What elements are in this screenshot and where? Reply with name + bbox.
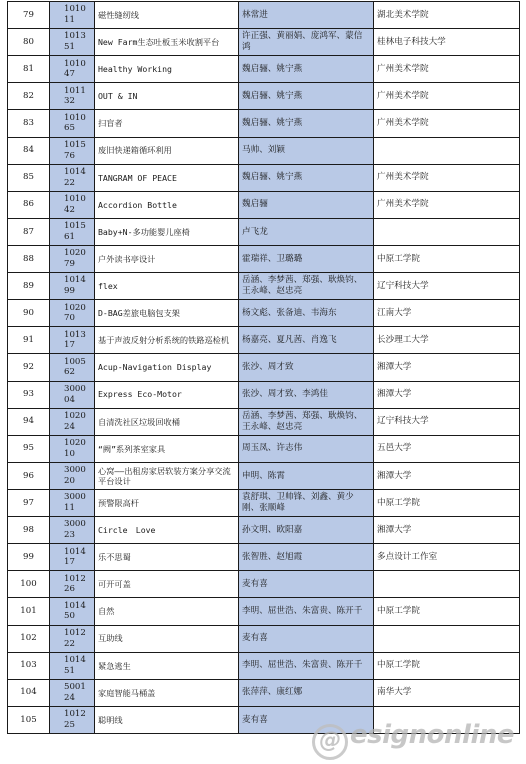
cell-entry-code: 102070 (50, 300, 95, 327)
table-row (8, 571, 520, 598)
table-row (8, 164, 520, 191)
cell-organization (374, 571, 520, 598)
cell-work-title: 废旧快递箱循环利用 (95, 137, 239, 164)
cell-organization: 辽宁科技大学 (374, 408, 520, 435)
cell-work-title: “阙”系列茶室家具 (95, 435, 239, 462)
table-row (8, 408, 520, 435)
cell-entry-code: 500124 (50, 679, 95, 706)
cell-row-number: 104 (8, 679, 50, 706)
cell-organization (374, 625, 520, 652)
cell-entry-code: 300011 (50, 489, 95, 516)
cell-designers: 卢飞龙 (239, 218, 374, 245)
cell-work-title: 紧急逃生 (95, 652, 239, 679)
cell-entry-code: 101422 (50, 164, 95, 191)
cell-organization: 多点设计工作室 (374, 544, 520, 571)
cell-row-number: 88 (8, 245, 50, 272)
cell-entry-code: 101225 (50, 706, 95, 733)
table-row (8, 706, 520, 733)
cell-organization: 江南大学 (374, 300, 520, 327)
cell-designers: 袁舒琪、卫帅锋、刘鑫、黄少刚、张顺峰 (239, 489, 374, 516)
table-row (8, 435, 520, 462)
cell-entry-code: 300004 (50, 381, 95, 408)
cell-organization (374, 218, 520, 245)
cell-organization: 广州美术学院 (374, 164, 520, 191)
cell-row-number: 99 (8, 544, 50, 571)
cell-organization: 中原工学院 (374, 598, 520, 625)
cell-designers: 杨嘉亮、夏凡茜、肖逸飞 (239, 327, 374, 354)
cell-row-number: 89 (8, 273, 50, 300)
cell-work-title: flex (95, 273, 239, 300)
table-row (8, 381, 520, 408)
cell-work-title: New Farm生态吐板玉米收割平台 (95, 29, 239, 56)
cell-entry-code: 101317 (50, 327, 95, 354)
table-row (8, 245, 520, 272)
cell-organization: 中原工学院 (374, 489, 520, 516)
table-row (8, 218, 520, 245)
cell-row-number: 83 (8, 110, 50, 137)
cell-row-number: 105 (8, 706, 50, 733)
cell-designers: 魏启骊、姚宁燕 (239, 56, 374, 83)
cell-organization: 湘潭大学 (374, 462, 520, 489)
cell-designers: 杨文彪、张备迪、韦海东 (239, 300, 374, 327)
table-row (8, 652, 520, 679)
cell-organization: 湘潭大学 (374, 354, 520, 381)
cell-row-number: 97 (8, 489, 50, 516)
table-row (8, 598, 520, 625)
cell-organization (374, 706, 520, 733)
table-row (8, 679, 520, 706)
cell-row-number: 94 (8, 408, 50, 435)
cell-designers: 张萍萍、康红娜 (239, 679, 374, 706)
cell-organization: 湖北美术学院 (374, 2, 520, 29)
cell-work-title: Acup-Navigation Display (95, 354, 239, 381)
table-row (8, 29, 520, 56)
table-row (8, 83, 520, 110)
cell-designers: 林常进 (239, 2, 374, 29)
cell-work-title: 自然 (95, 598, 239, 625)
cell-entry-code: 101451 (50, 652, 95, 679)
cell-entry-code: 102010 (50, 435, 95, 462)
cell-organization: 五邑大学 (374, 435, 520, 462)
cell-designers: 魏启骊、姚宁燕 (239, 110, 374, 137)
cell-designers: 李明、屈世浩、朱富贵、陈开千 (239, 652, 374, 679)
cell-organization: 广州美术学院 (374, 83, 520, 110)
cell-entry-code: 101042 (50, 191, 95, 218)
cell-designers: 岳涵、李梦茜、郑强、耿焕钧、王永峰、赵忠亮 (239, 408, 374, 435)
cell-work-title: 聪明线 (95, 706, 239, 733)
cell-entry-code: 101065 (50, 110, 95, 137)
cell-row-number: 93 (8, 381, 50, 408)
cell-row-number: 81 (8, 56, 50, 83)
cell-organization: 中原工学院 (374, 652, 520, 679)
cell-work-title: 基于声波反射分析系统的铁路巡检机 (95, 327, 239, 354)
cell-designers: 魏启骊 (239, 191, 374, 218)
cell-work-title: 扫盲者 (95, 110, 239, 137)
cell-row-number: 100 (8, 571, 50, 598)
cell-designers: 魏启骊、姚宁燕 (239, 164, 374, 191)
cell-designers: 张沙、周才致、李鸿佳 (239, 381, 374, 408)
table-row (8, 625, 520, 652)
cell-entry-code: 300020 (50, 462, 95, 489)
cell-work-title: OUT & IN (95, 83, 239, 110)
cell-designers: 麦有喜 (239, 625, 374, 652)
cell-designers: 马帅、刘颖 (239, 137, 374, 164)
cell-row-number: 91 (8, 327, 50, 354)
cell-work-title: D-BAG差旅电脑包支架 (95, 300, 239, 327)
cell-row-number: 103 (8, 652, 50, 679)
cell-designers: 许正强、黄丽娟、庞鸿军、蒙信鸿 (239, 29, 374, 56)
cell-entry-code: 300023 (50, 517, 95, 544)
cell-entry-code: 101226 (50, 571, 95, 598)
cell-designers: 霍瑞祥、卫璐璐 (239, 245, 374, 272)
cell-organization: 辽宁科技大学 (374, 273, 520, 300)
table-row (8, 462, 520, 489)
cell-row-number: 90 (8, 300, 50, 327)
cell-work-title: 磁性缝纫线 (95, 2, 239, 29)
cell-work-title: 家庭智能马桶盖 (95, 679, 239, 706)
table-row (8, 327, 520, 354)
cell-work-title: 可开可盖 (95, 571, 239, 598)
watermark-text: esignonline (350, 720, 514, 750)
cell-work-title: 预警限高杆 (95, 489, 239, 516)
watermark-at-symbol: @ (312, 724, 348, 760)
table-row (8, 354, 520, 381)
table-row (8, 56, 520, 83)
cell-entry-code: 101132 (50, 83, 95, 110)
cell-work-title: 户外读书亭设计 (95, 245, 239, 272)
cell-organization: 广州美术学院 (374, 56, 520, 83)
cell-designers: 麦有喜 (239, 571, 374, 598)
cell-designers: 张智胜、赵旭霞 (239, 544, 374, 571)
cell-designers: 申明、陈霄 (239, 462, 374, 489)
award-list-table (7, 1, 520, 734)
cell-row-number: 87 (8, 218, 50, 245)
cell-row-number: 98 (8, 517, 50, 544)
cell-entry-code: 101351 (50, 29, 95, 56)
cell-work-title: 乐不思蜀 (95, 544, 239, 571)
cell-row-number: 79 (8, 2, 50, 29)
cell-organization: 中原工学院 (374, 245, 520, 272)
table-row (8, 544, 520, 571)
cell-entry-code: 101499 (50, 273, 95, 300)
cell-work-title: TANGRAM OF PEACE (95, 164, 239, 191)
cell-row-number: 102 (8, 625, 50, 652)
table-row (8, 489, 520, 516)
cell-entry-code: 102079 (50, 245, 95, 272)
cell-entry-code: 101047 (50, 56, 95, 83)
cell-designers: 周玉凤、许志伟 (239, 435, 374, 462)
cell-entry-code: 100562 (50, 354, 95, 381)
cell-work-title: Baby+N-多功能婴儿座椅 (95, 218, 239, 245)
cell-designers: 麦有喜 (239, 706, 374, 733)
cell-organization: 广州美术学院 (374, 191, 520, 218)
table-row (8, 2, 520, 29)
cell-organization (374, 137, 520, 164)
cell-row-number: 80 (8, 29, 50, 56)
cell-work-title: Circle Love (95, 517, 239, 544)
table-row (8, 300, 520, 327)
table-row (8, 191, 520, 218)
cell-entry-code: 101417 (50, 544, 95, 571)
cell-row-number: 92 (8, 354, 50, 381)
cell-organization: 广州美术学院 (374, 110, 520, 137)
cell-organization: 长沙理工大学 (374, 327, 520, 354)
cell-row-number: 86 (8, 191, 50, 218)
cell-work-title: 心窝——出租房家居软装方案分享交流平台设计 (95, 462, 239, 489)
cell-row-number: 84 (8, 137, 50, 164)
cell-row-number: 96 (8, 462, 50, 489)
cell-row-number: 101 (8, 598, 50, 625)
cell-work-title: 互助线 (95, 625, 239, 652)
cell-organization: 湘潭大学 (374, 517, 520, 544)
table-row (8, 273, 520, 300)
cell-organization: 南华大学 (374, 679, 520, 706)
cell-row-number: 85 (8, 164, 50, 191)
cell-designers: 魏启骊、姚宁燕 (239, 83, 374, 110)
cell-entry-code: 102024 (50, 408, 95, 435)
cell-designers: 张沙、周才致 (239, 354, 374, 381)
table-row (8, 137, 520, 164)
cell-entry-code: 101011 (50, 2, 95, 29)
table-body (8, 2, 520, 734)
cell-organization: 湘潭大学 (374, 381, 520, 408)
cell-entry-code: 101222 (50, 625, 95, 652)
cell-entry-code: 101450 (50, 598, 95, 625)
cell-row-number: 82 (8, 83, 50, 110)
table-row (8, 517, 520, 544)
cell-designers: 李明、屈世浩、朱富贵、陈开千 (239, 598, 374, 625)
cell-organization: 桂林电子科技大学 (374, 29, 520, 56)
cell-entry-code: 101576 (50, 137, 95, 164)
cell-work-title: 自清洗社区垃圾回收桶 (95, 408, 239, 435)
cell-designers: 岳涵、李梦茜、郑强、耿焕钧、王永峰、赵忠亮 (239, 273, 374, 300)
cell-entry-code: 101561 (50, 218, 95, 245)
cell-work-title: Healthy Working (95, 56, 239, 83)
cell-designers: 孙文明、欧阳嘉 (239, 517, 374, 544)
cell-row-number: 95 (8, 435, 50, 462)
cell-work-title: Express Eco-Motor (95, 381, 239, 408)
table-row (8, 110, 520, 137)
cell-work-title: Accordion Bottle (95, 191, 239, 218)
